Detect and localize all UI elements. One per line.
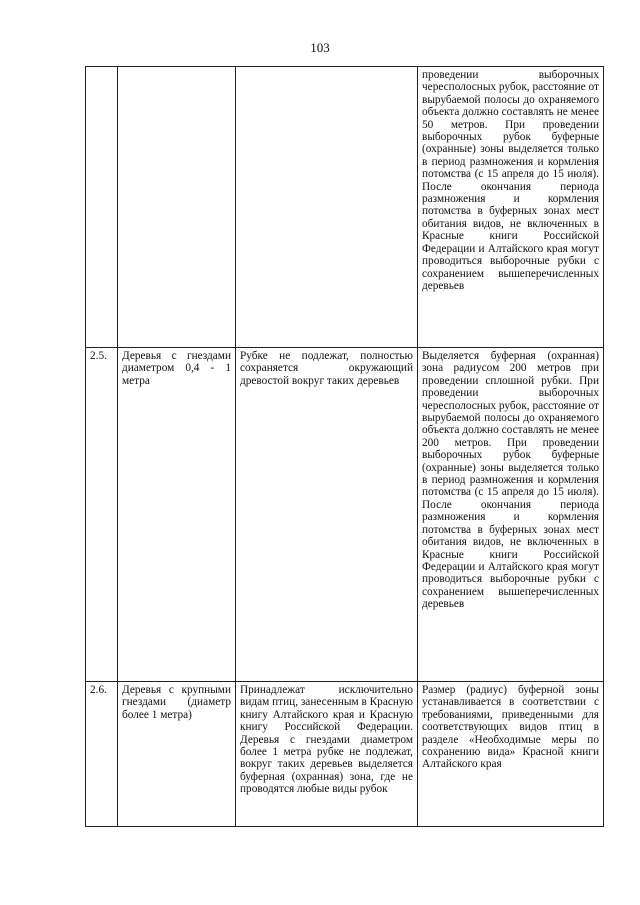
- protective-measures-cell: проведении выборочных чересполосных рубок, расстояние от вырубаемой полосы до охраняемого объекта должно составлять не менее 50 метров. При проведении выборочных рубок буферные (охранные) зоны выделяется только в период размножения и кормления потомства (с 15 апреля до 15 июля). После окончания периода размножения и кормления потомства в буферных зонах мест обитания видов, не включенных в Красные книги Российской Федерации и Алтайского края могут проводиться выборочные рубки с сохранением вышеперечисленных деревьев: [418, 67, 604, 348]
- logging-condition-cell: Рубке не подлежат, полностью сохраняется окружающий древостой вокруг таких деревьев: [236, 348, 418, 682]
- row-number: [86, 67, 118, 348]
- page-number: 103: [310, 40, 330, 55]
- logging-condition-cell: [236, 67, 418, 348]
- protected-object-cell: [118, 67, 236, 348]
- protective-measures-cell: Выделяется буферная (охранная) зона радиусом 200 метров при проведении сплошной рубки. При проведении выборочных чересполосных рубок, расстояние от вырубаемой полосы до охраняемого объекта должно составлять не менее 200 метров. При проведении выборочных рубок буферные (охранные) зоны выделяется только в период размножения и кормления потомства (с 15 апреля до 15 июля). После окончания периода размножения и кормления потомства в буферных зонах мест обитания видов, не включенных в Красные книги Российской Федерации и Алтайского края могут проводиться выборочные рубки с сохранением вышеперечисленных деревьев: [418, 348, 604, 682]
- protected-object-cell: Деревья с гнездами диаметром 0,4 - 1 метра: [118, 348, 236, 682]
- requirements-table: [85, 66, 604, 827]
- table-row: [86, 682, 604, 827]
- row-number: 2.5.: [86, 348, 118, 682]
- table-row: [86, 67, 604, 348]
- row-number: 2.6.: [86, 682, 118, 827]
- protected-object-cell: Деревья с крупными гнездами (диаметр более 1 метра): [118, 682, 236, 827]
- logging-condition-cell: Принадлежат исключительно видам птиц, занесенным в Красную книгу Алтайского края и Красную книгу Российской Федерации. Деревья с гнездами диаметром более 1 метра рубке не подлежат, вокруг таких деревьев выделяется буферная (охранная) зона, где не проводятся любые виды рубок: [236, 682, 418, 827]
- table-row: [86, 348, 604, 682]
- protective-measures-cell: Размер (радиус) буферной зоны устанавливается в соответствии с требованиями, приведенными для соответствующих видов птиц в разделе «Необходимые меры по сохранению вида» Красной книги Алтайского края: [418, 682, 604, 827]
